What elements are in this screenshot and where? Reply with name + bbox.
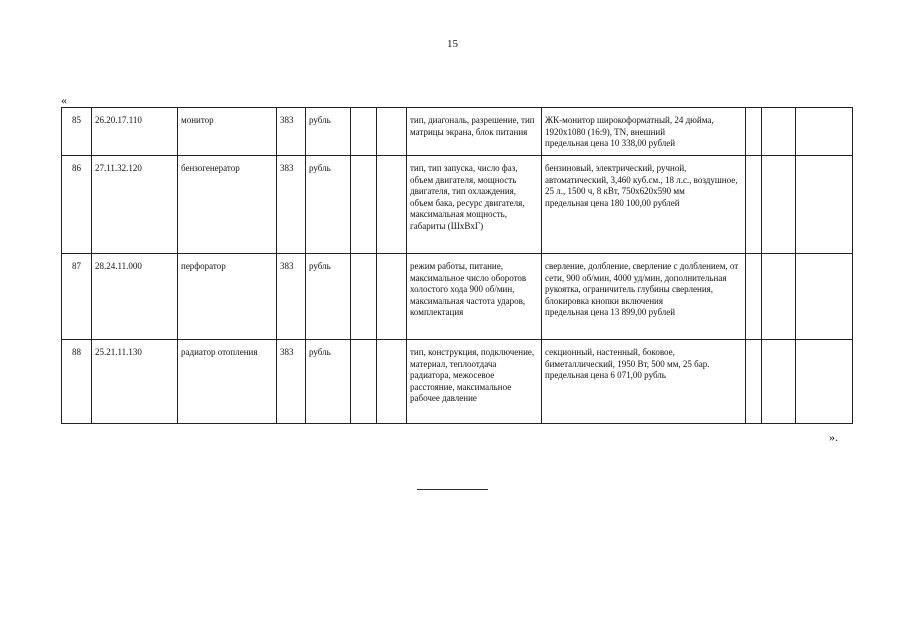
page-number: 15 [447,38,458,50]
item-name-cell: бензогенератор [178,156,277,254]
empty-cell [746,108,762,156]
table-row [62,156,853,254]
characteristics-cell: тип, диагональ, разрешение, тип матрицы экрана, блок питания [407,108,542,156]
empty-cell [351,254,377,340]
empty-cell [351,108,377,156]
empty-cell [746,156,762,254]
unit-code-cell: 383 [277,156,306,254]
empty-cell [762,254,796,340]
empty-cell [796,156,853,254]
document-table [61,107,853,424]
characteristic-values-cell: ЖК-монитор широкоформатный, 24 дюйма, 1920x1080 (16:9), TN, внешний предельная цена 10 338,00 рублей [542,108,746,156]
row-number-cell: 87 [62,254,92,340]
footer-separator-line [417,489,488,490]
opening-quote: « [61,93,67,107]
row-number-cell: 86 [62,156,92,254]
characteristic-values-cell: секционный, настенный, боковое, биметаллический, 1950 Вт, 500 мм, 25 бар. предельная цена 6 071,00 рубль [542,340,746,424]
closing-quote: ». [829,430,838,444]
characteristics-cell: тип, конструкция, подключение, материал, теплоотдача радиатора, межосевое расстояние, максимальное рабочее давление [407,340,542,424]
okpd-code-cell: 27.11.32.120 [92,156,178,254]
okpd-code-cell: 28.24.11.000 [92,254,178,340]
empty-cell [746,254,762,340]
empty-cell [377,340,407,424]
unit-code-cell: 383 [277,254,306,340]
unit-name-cell: рубль [306,156,351,254]
row-number-cell: 85 [62,108,92,156]
empty-cell [762,108,796,156]
empty-cell [796,108,853,156]
characteristic-values-cell: бензиновый, электрический, ручной, автоматический, 3,460 куб.см., 18 л.с., воздушное, 25 л., 1500 ч, 8 кВт, 750x620x590 мм предельная цена 180 100,00 рублей [542,156,746,254]
empty-cell [746,340,762,424]
empty-cell [762,156,796,254]
unit-name-cell: рубль [306,108,351,156]
okpd-code-cell: 26.20.17.110 [92,108,178,156]
unit-name-cell: рубль [306,340,351,424]
empty-cell [351,156,377,254]
table-row [62,108,853,156]
okpd-code-cell: 25.21.11.130 [92,340,178,424]
item-name-cell: монитор [178,108,277,156]
empty-cell [377,254,407,340]
empty-cell [762,340,796,424]
item-name-cell: радиатор отопления [178,340,277,424]
empty-cell [377,108,407,156]
unit-name-cell: рубль [306,254,351,340]
empty-cell [377,156,407,254]
characteristics-cell: тип, тип запуска, число фаз, объем двигателя, мощность двигателя, тип охлаждения, объем бака, ресурс двигателя, максимальная мощность, габариты (ШxВxГ) [407,156,542,254]
empty-cell [796,340,853,424]
empty-cell [351,340,377,424]
table-row [62,340,853,424]
unit-code-cell: 383 [277,340,306,424]
characteristics-cell: режим работы, питание, максимальное число оборотов холостого хода 900 об/мин, максимальная частота ударов, комплектация [407,254,542,340]
row-number-cell: 88 [62,340,92,424]
table-row [62,254,853,340]
item-name-cell: перфоратор [178,254,277,340]
empty-cell [796,254,853,340]
unit-code-cell: 383 [277,108,306,156]
characteristic-values-cell: сверление, долбление, сверление с долблением, от сети, 900 об/мин, 4000 уд/мин, дополнительная рукоятка, ограничитель глубины сверления, блокировка кнопки включения предельная цена 13 899,00 рублей [542,254,746,340]
